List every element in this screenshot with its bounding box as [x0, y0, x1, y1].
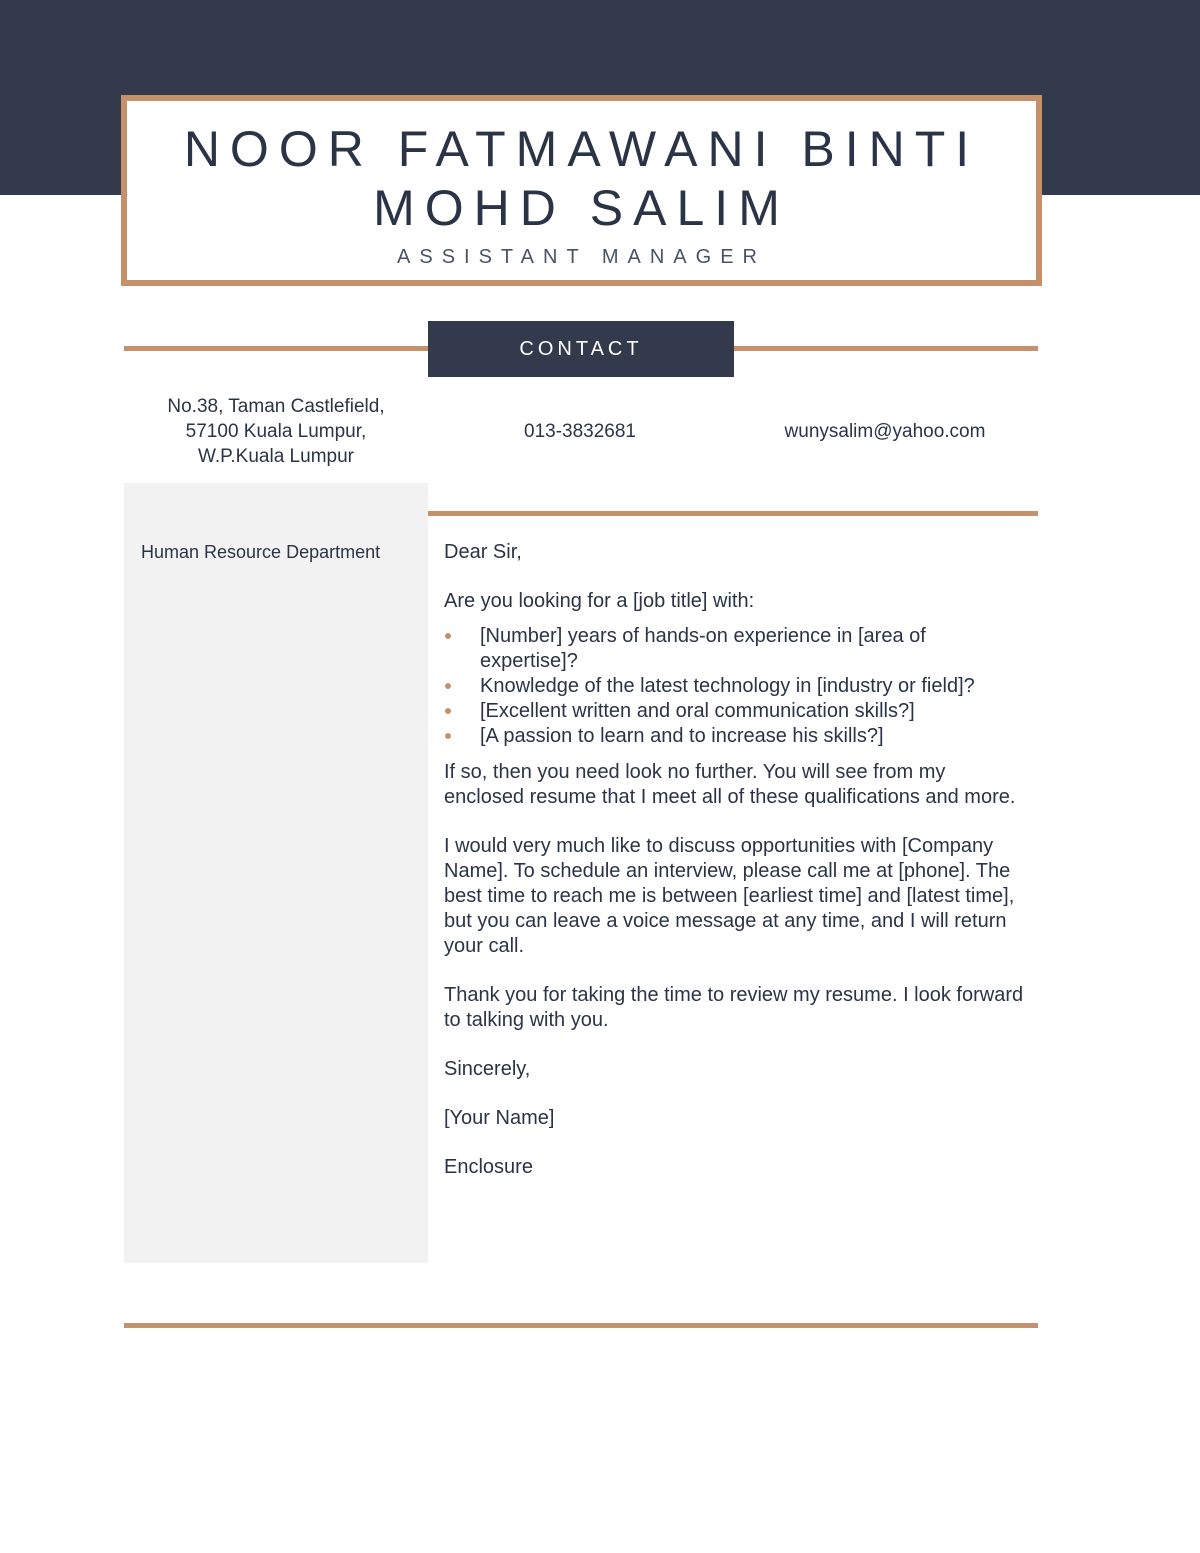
address-line-1: No.38, Taman Castlefield,: [167, 396, 385, 417]
letter-intro: Are you looking for a [job title] with:: [444, 590, 755, 612]
list-item-text: [Excellent written and oral communication skills?]: [480, 700, 915, 722]
recipient: Human Resource Department: [141, 542, 381, 562]
list-item-text: [Number] years of hands-on experience in [area of expertise]?: [480, 625, 926, 672]
bullet-icon: [445, 708, 451, 714]
letter-paragraph: Thank you for taking the time to review my resume. I look forward to talking with you.: [444, 984, 1024, 1031]
enclosure: Enclosure: [444, 1156, 533, 1178]
qualification-list: [444, 624, 1024, 749]
footer-divider: [124, 1323, 1038, 1328]
address-line-3: W.P.Kuala Lumpur: [198, 446, 354, 467]
bullet-icon: [445, 733, 451, 739]
contact-email: wunysalim@yahoo.com: [784, 421, 986, 442]
letter-paragraph: I would very much like to discuss opportunities with [Company Name]. To schedule an interview, please call me at [phone]. The best time to reach me is between [earliest time] and [latest time], but you can leave a voice message at any time, and I will return your call.: [444, 835, 1015, 957]
address-line-2: 57100 Kuala Lumpur,: [185, 421, 367, 442]
bullet-icon: [445, 633, 451, 639]
closing: Sincerely,: [444, 1058, 531, 1080]
list-item-text: [A passion to learn and to increase his skills?]: [480, 725, 884, 747]
job-title: ASSISTANT MANAGER: [397, 246, 766, 268]
name-line-2: MOHD SALIM: [373, 180, 790, 236]
letter-paragraph: If so, then you need look no further. You will see from my enclosed resume that I meet all of these qualifications and more.: [444, 761, 1016, 808]
name-line-1: NOOR FATMAWANI BINTI: [183, 121, 980, 177]
letter-body: [444, 540, 1024, 1204]
letter-top-divider: [428, 511, 1038, 516]
list-item-text: Knowledge of the latest technology in [industry or field]?: [480, 675, 975, 697]
name-box: [121, 95, 1042, 286]
sidebar-panel: [124, 483, 428, 1263]
list-item: [444, 674, 1024, 699]
contact-phone: 013-3832681: [524, 421, 636, 442]
bullet-icon: [445, 683, 451, 689]
salutation: Dear Sir,: [444, 541, 522, 563]
signature: [Your Name]: [444, 1107, 555, 1129]
contact-address: [124, 394, 428, 469]
contact-section-label: CONTACT: [428, 321, 734, 377]
contact-divider-left: [124, 346, 428, 351]
list-item: [444, 699, 1024, 724]
list-item: [444, 724, 1024, 749]
list-item: [444, 624, 1024, 674]
contact-divider-right: [734, 346, 1038, 351]
